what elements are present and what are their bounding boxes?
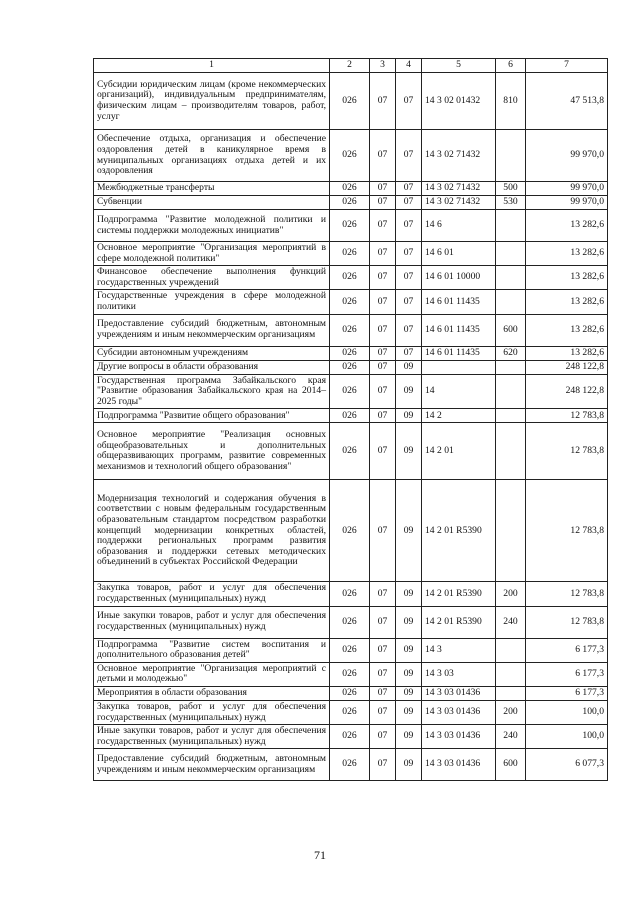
item-name-cell: Финансовое обеспечение выполнения функций государственных учреждений xyxy=(94,266,330,290)
ministry-code-cell: 026 xyxy=(330,182,370,196)
target-article-cell: 14 2 01 R5390 xyxy=(422,582,496,606)
expense-type-cell: 620 xyxy=(496,346,526,360)
target-article-cell: 14 3 02 71432 xyxy=(422,130,496,182)
ministry-code-cell: 026 xyxy=(330,423,370,480)
subsection-code-cell: 09 xyxy=(396,423,422,480)
header-cell: 3 xyxy=(370,59,396,73)
item-name-cell: Закупка товаров, работ и услуг для обеспечения государственных (муниципальных) нужд xyxy=(94,582,330,606)
expense-type-cell: 200 xyxy=(496,582,526,606)
subsection-code-cell: 07 xyxy=(396,210,422,242)
expense-type-cell: 600 xyxy=(496,314,526,346)
subsection-code-cell: 09 xyxy=(396,480,422,582)
subsection-code-cell: 09 xyxy=(396,374,422,409)
target-article-cell: 14 6 01 11435 xyxy=(422,346,496,360)
expense-type-cell xyxy=(496,266,526,290)
amount-cell: 12 783,8 xyxy=(526,606,608,638)
subsection-code-cell: 09 xyxy=(396,725,422,749)
table-row xyxy=(94,606,608,638)
ministry-code-cell: 026 xyxy=(330,290,370,314)
item-name-cell: Субвенции xyxy=(94,196,330,210)
item-name-cell: Закупка товаров, работ и услуг для обеспечения государственных (муниципальных) нужд xyxy=(94,700,330,724)
ministry-code-cell: 026 xyxy=(330,314,370,346)
item-name-cell: Субсидии юридическим лицам (кроме некоммерческих организаций), индивидуальным предпринимателям, физическим лицам – производителям товаров, работ, услуг xyxy=(94,73,330,130)
subsection-code-cell: 07 xyxy=(396,130,422,182)
subsection-code-cell: 07 xyxy=(396,182,422,196)
item-name-cell: Государственные учреждения в сфере молодежной политики xyxy=(94,290,330,314)
subsection-code-cell: 07 xyxy=(396,290,422,314)
ministry-code-cell: 026 xyxy=(330,266,370,290)
section-code-cell: 07 xyxy=(370,290,396,314)
ministry-code-cell: 026 xyxy=(330,725,370,749)
table-row xyxy=(94,638,608,662)
section-code-cell: 07 xyxy=(370,725,396,749)
table-row xyxy=(94,749,608,781)
ministry-code-cell: 026 xyxy=(330,582,370,606)
expense-type-cell xyxy=(496,686,526,700)
table-row xyxy=(94,266,608,290)
subsection-code-cell: 09 xyxy=(396,360,422,374)
subsection-code-cell: 09 xyxy=(396,700,422,724)
expense-type-cell: 530 xyxy=(496,196,526,210)
ministry-code-cell: 026 xyxy=(330,242,370,266)
target-article-cell: 14 3 03 xyxy=(422,662,496,686)
header-cell: 2 xyxy=(330,59,370,73)
section-code-cell: 07 xyxy=(370,409,396,423)
subsection-code-cell: 07 xyxy=(396,266,422,290)
expense-type-cell: 600 xyxy=(496,749,526,781)
expense-type-cell xyxy=(496,423,526,480)
amount-cell: 13 282,6 xyxy=(526,210,608,242)
ministry-code-cell: 026 xyxy=(330,346,370,360)
subsection-code-cell: 07 xyxy=(396,73,422,130)
expense-type-cell xyxy=(496,409,526,423)
item-name-cell: Подпрограмма "Развитие общего образования" xyxy=(94,409,330,423)
target-article-cell: 14 6 01 11435 xyxy=(422,290,496,314)
section-code-cell: 07 xyxy=(370,374,396,409)
item-name-cell: Иные закупки товаров, работ и услуг для обеспечения государственных (муниципальных) нужд xyxy=(94,606,330,638)
subsection-code-cell: 07 xyxy=(396,314,422,346)
target-article-cell: 14 6 01 xyxy=(422,242,496,266)
target-article-cell: 14 3 02 01432 xyxy=(422,73,496,130)
section-code-cell: 07 xyxy=(370,130,396,182)
budget-table xyxy=(93,58,608,781)
expense-type-cell xyxy=(496,374,526,409)
amount-cell: 12 783,8 xyxy=(526,409,608,423)
amount-cell: 13 282,6 xyxy=(526,314,608,346)
table-row xyxy=(94,242,608,266)
item-name-cell: Модернизация технологий и содержания обучения в соответствии с новым федеральным государственным образовательным стандартом посредством разработки концепций модернизации конкретных областей, поддержки региональных программ развития образования и поддержки сетевых методических объединений в субъектах Российской Федерации xyxy=(94,480,330,582)
ministry-code-cell: 026 xyxy=(330,662,370,686)
section-code-cell: 07 xyxy=(370,210,396,242)
table-row xyxy=(94,210,608,242)
subsection-code-cell: 09 xyxy=(396,638,422,662)
section-code-cell: 07 xyxy=(370,480,396,582)
section-code-cell: 07 xyxy=(370,196,396,210)
subsection-code-cell: 09 xyxy=(396,606,422,638)
header-cell: 4 xyxy=(396,59,422,73)
section-code-cell: 07 xyxy=(370,606,396,638)
section-code-cell: 07 xyxy=(370,242,396,266)
subsection-code-cell: 09 xyxy=(396,749,422,781)
target-article-cell xyxy=(422,360,496,374)
item-name-cell: Основное мероприятие "Реализация основных общеобразовательных и дополнительных общеразвивающих программ, развитие современных механизмов и технологий общего образования" xyxy=(94,423,330,480)
ministry-code-cell: 026 xyxy=(330,638,370,662)
amount-cell: 13 282,6 xyxy=(526,346,608,360)
table-row xyxy=(94,662,608,686)
section-code-cell: 07 xyxy=(370,749,396,781)
ministry-code-cell: 026 xyxy=(330,73,370,130)
amount-cell: 6 177,3 xyxy=(526,686,608,700)
target-article-cell: 14 6 01 10000 xyxy=(422,266,496,290)
section-code-cell: 07 xyxy=(370,314,396,346)
table-row xyxy=(94,346,608,360)
expense-type-cell xyxy=(496,290,526,314)
ministry-code-cell: 026 xyxy=(330,606,370,638)
amount-cell: 6 177,3 xyxy=(526,662,608,686)
section-code-cell: 07 xyxy=(370,266,396,290)
ministry-code-cell: 026 xyxy=(330,360,370,374)
target-article-cell: 14 6 xyxy=(422,210,496,242)
table-row xyxy=(94,374,608,409)
table-row xyxy=(94,423,608,480)
amount-cell: 248 122,8 xyxy=(526,360,608,374)
subsection-code-cell: 09 xyxy=(396,409,422,423)
amount-cell: 12 783,8 xyxy=(526,423,608,480)
expense-type-cell: 240 xyxy=(496,725,526,749)
amount-cell: 13 282,6 xyxy=(526,290,608,314)
target-article-cell: 14 3 03 01436 xyxy=(422,700,496,724)
section-code-cell: 07 xyxy=(370,700,396,724)
ministry-code-cell: 026 xyxy=(330,686,370,700)
expense-type-cell xyxy=(496,638,526,662)
target-article-cell: 14 6 01 11435 xyxy=(422,314,496,346)
subsection-code-cell: 07 xyxy=(396,242,422,266)
table-header-row xyxy=(94,59,608,73)
item-name-cell: Межбюджетные трансферты xyxy=(94,182,330,196)
target-article-cell: 14 3 03 01436 xyxy=(422,749,496,781)
header-cell: 7 xyxy=(526,59,608,73)
item-name-cell: Государственная программа Забайкальского края "Развитие образования Забайкальского края на 2014–2025 годы" xyxy=(94,374,330,409)
ministry-code-cell: 026 xyxy=(330,374,370,409)
table-row xyxy=(94,182,608,196)
target-article-cell: 14 3 xyxy=(422,638,496,662)
amount-cell: 99 970,0 xyxy=(526,196,608,210)
item-name-cell: Мероприятия в области образования xyxy=(94,686,330,700)
item-name-cell: Подпрограмма "Развитие молодежной политики и системы поддержки молодежных инициатив" xyxy=(94,210,330,242)
amount-cell: 99 970,0 xyxy=(526,182,608,196)
amount-cell: 12 783,8 xyxy=(526,480,608,582)
ministry-code-cell: 026 xyxy=(330,700,370,724)
subsection-code-cell: 07 xyxy=(396,196,422,210)
item-name-cell: Другие вопросы в области образования xyxy=(94,360,330,374)
table-row xyxy=(94,480,608,582)
amount-cell: 99 970,0 xyxy=(526,130,608,182)
expense-type-cell: 200 xyxy=(496,700,526,724)
section-code-cell: 07 xyxy=(370,423,396,480)
target-article-cell: 14 2 xyxy=(422,409,496,423)
table-row xyxy=(94,582,608,606)
section-code-cell: 07 xyxy=(370,638,396,662)
ministry-code-cell: 026 xyxy=(330,480,370,582)
expense-type-cell xyxy=(496,360,526,374)
amount-cell: 100,0 xyxy=(526,700,608,724)
section-code-cell: 07 xyxy=(370,662,396,686)
table-row xyxy=(94,360,608,374)
amount-cell: 100,0 xyxy=(526,725,608,749)
expense-type-cell: 240 xyxy=(496,606,526,638)
target-article-cell: 14 3 02 71432 xyxy=(422,196,496,210)
amount-cell: 6 077,3 xyxy=(526,749,608,781)
expense-type-cell: 810 xyxy=(496,73,526,130)
section-code-cell: 07 xyxy=(370,346,396,360)
subsection-code-cell: 09 xyxy=(396,686,422,700)
expense-type-cell xyxy=(496,662,526,686)
table-row xyxy=(94,700,608,724)
target-article-cell: 14 3 03 01436 xyxy=(422,686,496,700)
amount-cell: 6 177,3 xyxy=(526,638,608,662)
ministry-code-cell: 026 xyxy=(330,130,370,182)
item-name-cell: Иные закупки товаров, работ и услуг для обеспечения государственных (муниципальных) нужд xyxy=(94,725,330,749)
ministry-code-cell: 026 xyxy=(330,749,370,781)
target-article-cell: 14 2 01 xyxy=(422,423,496,480)
item-name-cell: Предоставление субсидий бюджетным, автономным учреждениям и иным некоммерческим организациям xyxy=(94,314,330,346)
table-row xyxy=(94,290,608,314)
section-code-cell: 07 xyxy=(370,360,396,374)
ministry-code-cell: 026 xyxy=(330,409,370,423)
subsection-code-cell: 09 xyxy=(396,582,422,606)
section-code-cell: 07 xyxy=(370,73,396,130)
item-name-cell: Предоставление субсидий бюджетным, автономным учреждениям и иным некоммерческим организациям xyxy=(94,749,330,781)
amount-cell: 13 282,6 xyxy=(526,266,608,290)
item-name-cell: Субсидии автономным учреждениям xyxy=(94,346,330,360)
subsection-code-cell: 07 xyxy=(396,346,422,360)
section-code-cell: 07 xyxy=(370,686,396,700)
target-article-cell: 14 2 01 R5390 xyxy=(422,606,496,638)
table-row xyxy=(94,314,608,346)
amount-cell: 13 282,6 xyxy=(526,242,608,266)
expense-type-cell xyxy=(496,242,526,266)
item-name-cell: Обеспечение отдыха, организация и обеспечение оздоровления детей в каникулярное время в муниципальных организациях отдыха детей и их оздоровления xyxy=(94,130,330,182)
table-row xyxy=(94,73,608,130)
header-cell: 1 xyxy=(94,59,330,73)
subsection-code-cell: 09 xyxy=(396,662,422,686)
header-cell: 5 xyxy=(422,59,496,73)
section-code-cell: 07 xyxy=(370,582,396,606)
expense-type-cell xyxy=(496,210,526,242)
item-name-cell: Подпрограмма "Развитие систем воспитания и дополнительного образования детей" xyxy=(94,638,330,662)
amount-cell: 47 513,8 xyxy=(526,73,608,130)
table-row xyxy=(94,725,608,749)
amount-cell: 12 783,8 xyxy=(526,582,608,606)
expense-type-cell xyxy=(496,480,526,582)
table-row xyxy=(94,686,608,700)
section-code-cell: 07 xyxy=(370,182,396,196)
page-number: 71 xyxy=(314,848,326,862)
target-article-cell: 14 2 01 R5390 xyxy=(422,480,496,582)
table-row xyxy=(94,196,608,210)
amount-cell: 248 122,8 xyxy=(526,374,608,409)
ministry-code-cell: 026 xyxy=(330,210,370,242)
header-cell: 6 xyxy=(496,59,526,73)
ministry-code-cell: 026 xyxy=(330,196,370,210)
table-row xyxy=(94,130,608,182)
target-article-cell: 14 3 02 71432 xyxy=(422,182,496,196)
target-article-cell: 14 3 03 01436 xyxy=(422,725,496,749)
item-name-cell: Основное мероприятие "Организация мероприятий с детьми и молодежью" xyxy=(94,662,330,686)
table-row xyxy=(94,409,608,423)
target-article-cell: 14 xyxy=(422,374,496,409)
item-name-cell: Основное мероприятие "Организация мероприятий в сфере молодежной политики" xyxy=(94,242,330,266)
expense-type-cell: 500 xyxy=(496,182,526,196)
expense-type-cell xyxy=(496,130,526,182)
